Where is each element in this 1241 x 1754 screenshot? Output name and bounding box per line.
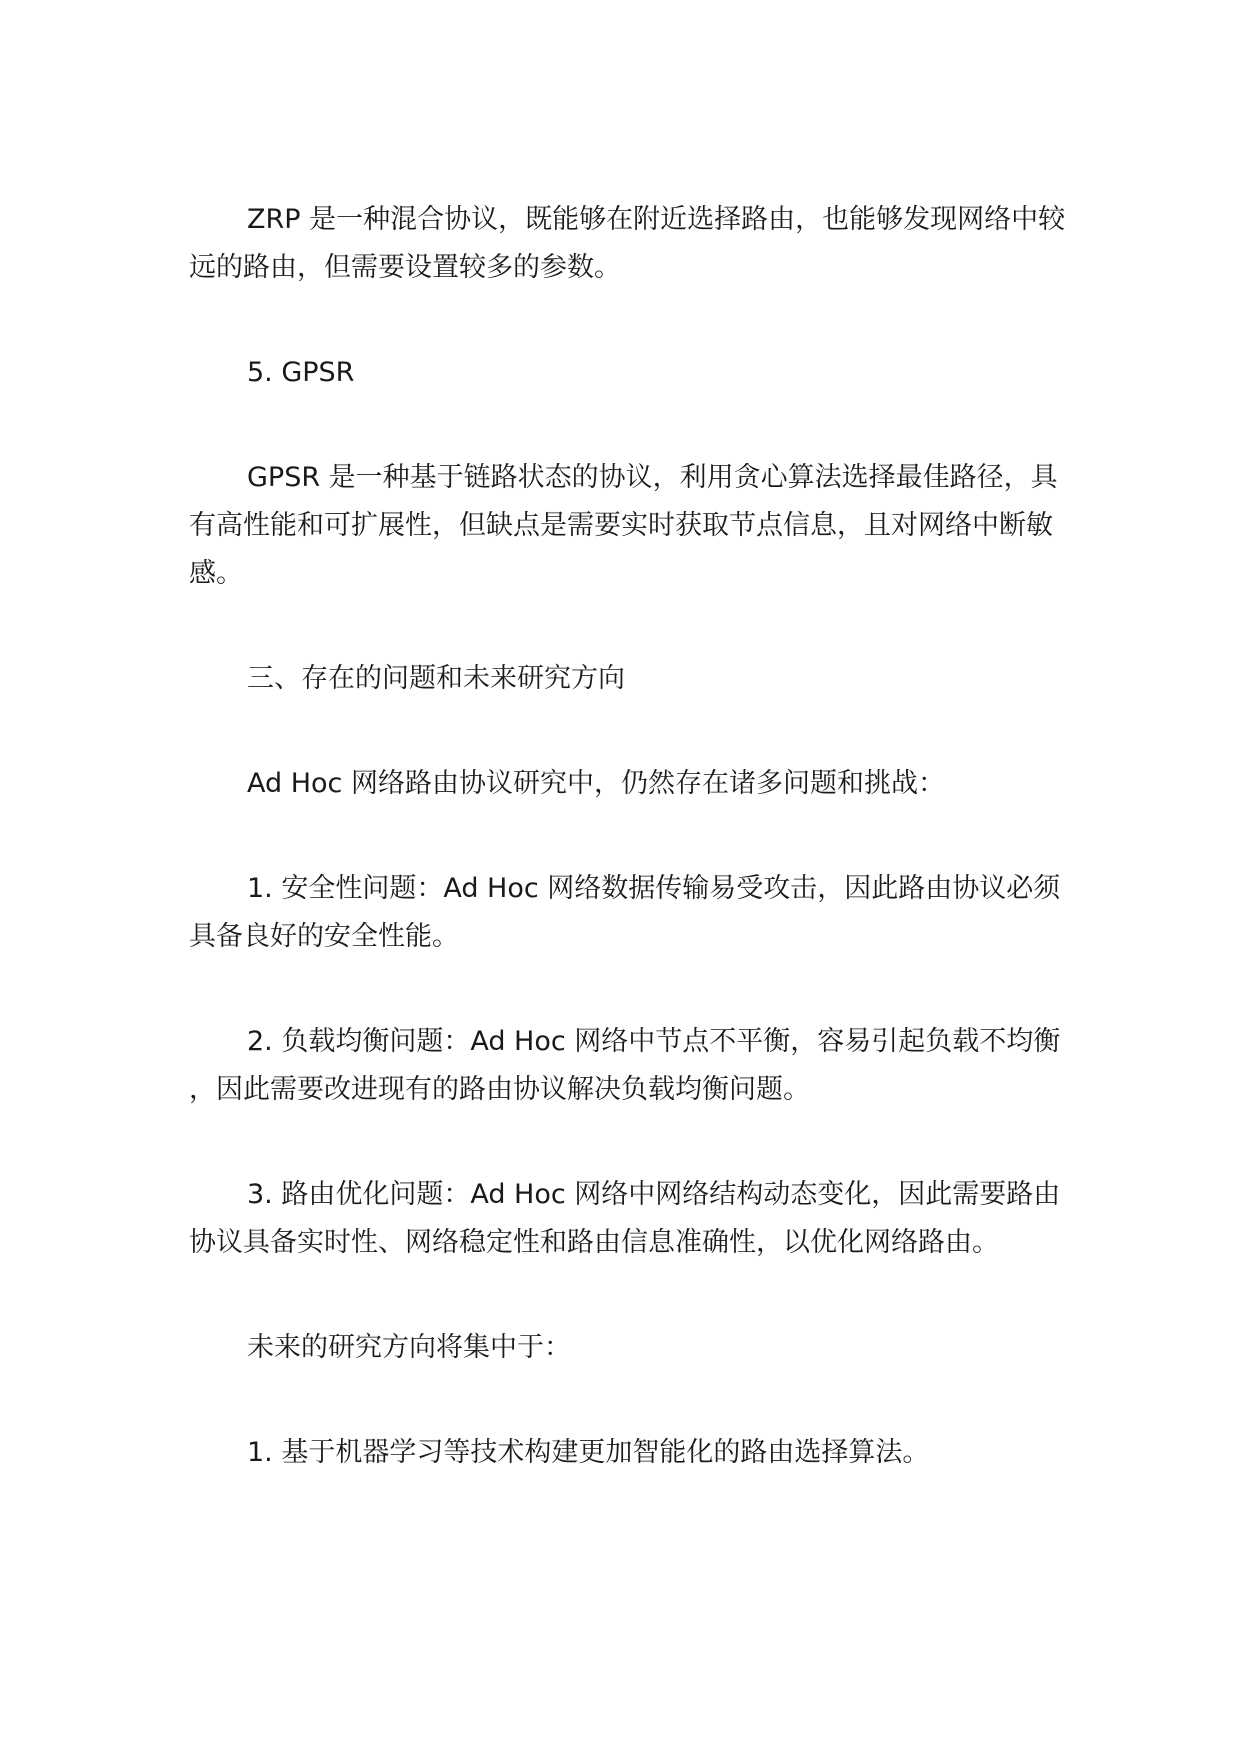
- paragraph-security-issue: 1. 安全性问题：Ad Hoc 网络数据传输易受攻击，因此路由协议必须具备良好的安全性能。: [189, 873, 1061, 952]
- section-heading-issues: 三、存在的问题和未来研究方向: [247, 663, 625, 694]
- paragraph-load-balance-issue: 2. 负载均衡问题：Ad Hoc 网络中节点不平衡，容易引起负载不均衡，因此需要改进现有的路由协议解决负载均衡问题。: [189, 1026, 1061, 1105]
- heading-gpsr: 5. GPSR: [247, 357, 355, 388]
- paragraph-future-direction-1: 1. 基于机器学习等技术构建更加智能化的路由选择算法。: [247, 1437, 930, 1468]
- paragraph-zrp-description: ZRP 是一种混合协议，既能够在附近选择路由，也能够发现网络中较远的路由，但需要设置较多的参数。: [189, 204, 1066, 283]
- paragraph-gpsr-description: GPSR 是一种基于链路状态的协议，利用贪心算法选择最佳路径，具有高性能和可扩展性，但缺点是需要实时获取节点信息，且对网络中断敏感。: [189, 462, 1058, 589]
- paragraph-future-directions-intro: 未来的研究方向将集中于：: [247, 1332, 571, 1363]
- paragraph-challenges-intro: Ad Hoc 网络路由协议研究中，仍然存在诸多问题和挑战：: [247, 768, 945, 799]
- paragraph-routing-optimization-issue: 3. 路由优化问题：Ad Hoc 网络中网络结构动态变化，因此需要路由协议具备实时性、网络稳定性和路由信息准确性，以优化网络路由。: [189, 1179, 1061, 1258]
- document-body: [189, 196, 1069, 1477]
